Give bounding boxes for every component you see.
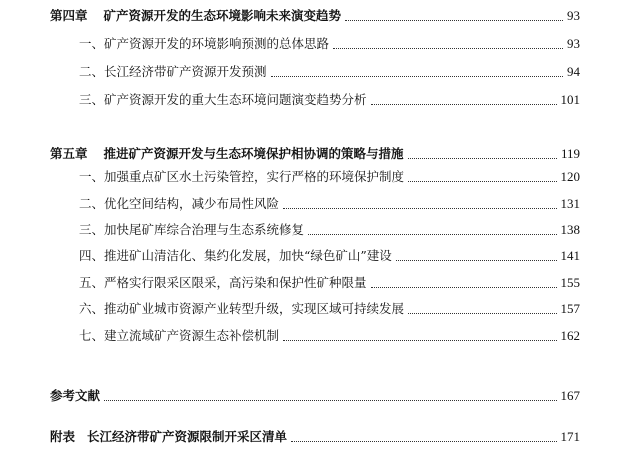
section-label: 二、优化空间结构，减少布局性风险 [79,196,280,211]
references-page: 167 [560,388,580,403]
section-label: 三、加快尾矿库综合治理与生态系统修复 [79,222,305,237]
chapter-4-page: 93 [567,8,580,23]
section-label: 一、加强重点矿区水土污染管控，实行严格的环境保护制度 [79,169,405,184]
toc-section-5-1[interactable] [79,167,580,187]
chapter-5-heading [50,144,406,164]
chapter-4-title: 矿产资源开发的生态环境影响未来演变趋势 [103,8,342,23]
toc-references[interactable] [50,386,580,406]
section-page: 94 [567,64,580,79]
toc-section-5-5[interactable] [79,273,580,293]
section-label: 三、矿产资源开发的重大生态环境问题演变趋势分析 [79,92,367,107]
dot-leader [283,208,556,209]
references-title: 参考文献 [50,388,101,403]
appendix-title: 长江经济带矿产资源限制开采区清单 [87,429,288,444]
toc-section-4-1[interactable] [79,34,580,54]
section-page: 157 [560,301,580,316]
dot-leader [408,313,556,314]
toc-chapter-4[interactable] [50,6,580,26]
chapter-5-title: 推进矿产资源开发与生态环境保护相协调的策略与措施 [103,146,404,161]
section-page: 101 [560,92,580,107]
section-page: 131 [560,196,580,211]
appendix-page: 171 [560,429,580,444]
section-page: 162 [560,328,580,343]
section-page: 138 [560,222,580,237]
section-label: 二、长江经济带矿产资源开发预测 [79,64,267,79]
section-label: 五、严格实行限采区限采，高污染和保护性矿种限量 [79,275,367,290]
section-page: 120 [560,169,580,184]
dot-leader [371,104,557,105]
dot-leader [371,287,557,288]
section-label: 四、推进矿山清洁化、集约化发展，加快“绿色矿山”建设 [79,248,392,263]
dot-leader [345,20,563,21]
toc-section-5-2[interactable] [79,194,580,214]
dot-leader [396,260,557,261]
toc-section-4-3[interactable] [79,90,580,110]
appendix-number: 附表 [50,429,76,444]
chapter-4-number: 第四章 [50,8,88,23]
toc-appendix[interactable] [50,427,580,447]
chapter-4-heading [50,6,343,26]
chapter-5-number: 第五章 [50,146,88,161]
section-label: 七、建立流域矿产资源生态补偿机制 [79,328,280,343]
dot-leader [408,158,557,159]
dot-leader [283,340,556,341]
appendix-heading [50,427,289,447]
toc-section-4-2[interactable] [79,62,580,82]
dot-leader [408,181,556,182]
toc-section-5-6[interactable] [79,299,580,319]
dot-leader [333,48,563,49]
section-label: 一、矿产资源开发的环境影响预测的总体思路 [79,36,330,51]
toc-chapter-5[interactable] [50,144,580,164]
section-label: 六、推动矿业城市资源产业转型升级，实现区域可持续发展 [79,301,405,316]
section-page: 141 [560,248,580,263]
dot-leader [308,234,556,235]
toc-section-5-4[interactable] [79,246,580,266]
dot-leader [291,441,556,442]
section-page: 93 [567,36,580,51]
toc-section-5-3[interactable] [79,220,580,240]
section-page: 155 [560,275,580,290]
dot-leader [271,76,563,77]
dot-leader [104,400,556,401]
toc-section-5-7[interactable] [79,326,580,346]
chapter-5-page: 119 [560,146,580,161]
